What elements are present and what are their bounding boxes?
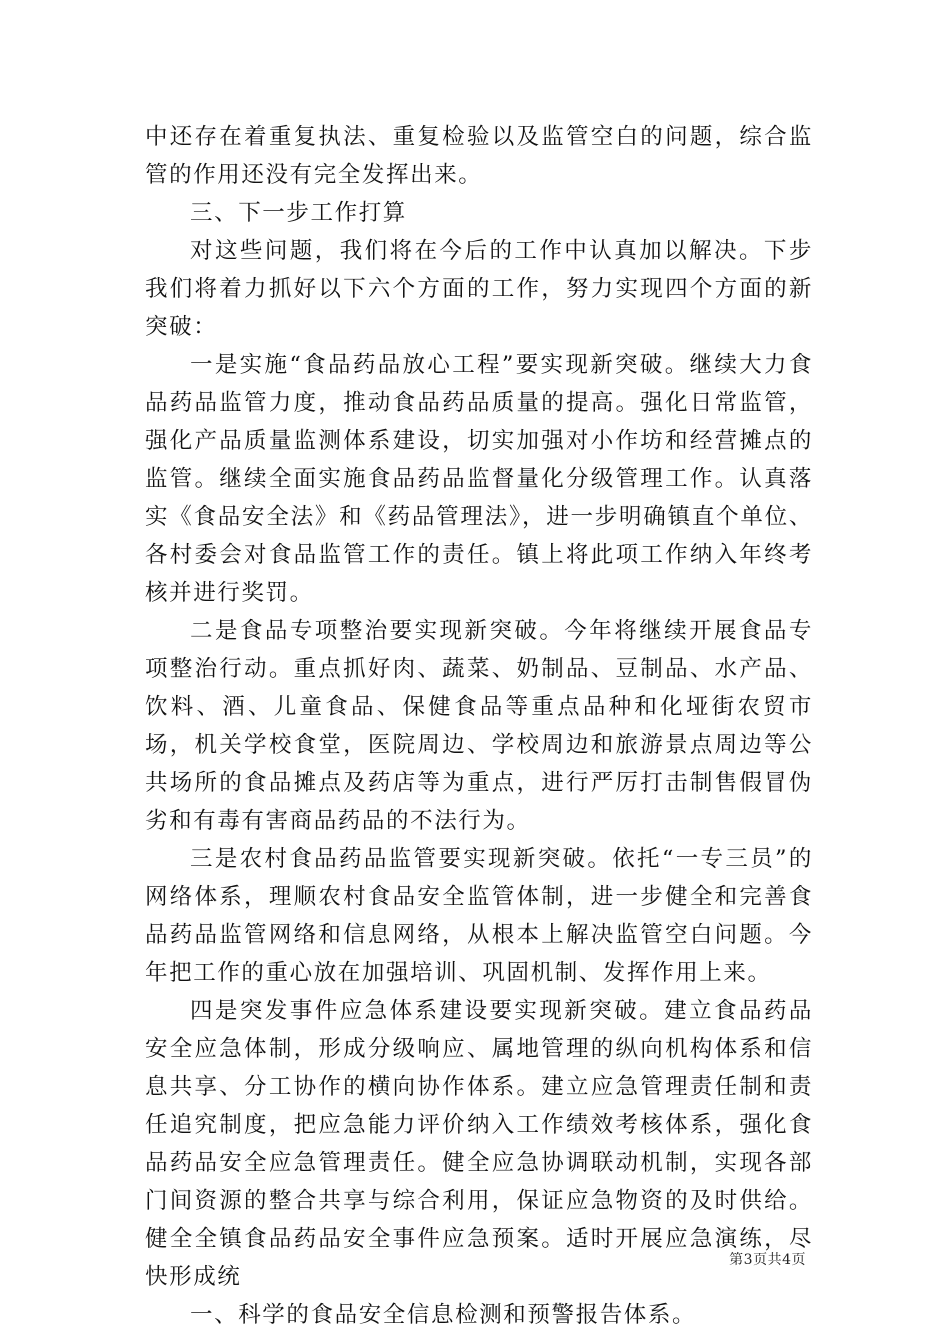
paragraph-item-1: 一是实施“食品药品放心工程”要实现新突破。继续大力食品药品监管力度，推动食品药品质量的提高。强化日常监管，强化产品质量监测体系建设，切实加强对小作坊和经营摊点的监管。继续全面实施食品药品监督量化分级管理工作。认真落实《食品安全法》和《药品管理法》，进一步明确镇直个单位、各村委会对食品监管工作的责任。镇上将此项工作纳入年终考核并进行奖罚。 — [145, 352, 813, 606]
paragraph-item-4: 四是突发事件应急体系建设要实现新突破。建立食品药品安全应急体制，形成分级响应、属地管理的纵向机构体系和信息共享、分工协作的横向协作体系。建立应急管理责任制和责任追究制度，把应急能力评价纳入工作绩效考核体系，强化食品药品安全应急管理责任。健全应急协调联动机制，实现各部门间资源的整合共享与综合利用，保证应急物资的及时供给。健全全镇食品药品安全事件应急预案。适时开展应急演练，尽快形成统 — [145, 998, 813, 1290]
page-number: 第3页共4页 — [729, 1252, 806, 1268]
section-heading: 三、下一步工作打算 — [190, 200, 407, 226]
paragraph-subheading: 一、科学的食品安全信息检测和预警报告体系。 — [190, 1302, 697, 1328]
paragraph-item-2: 二是食品专项整治要实现新突破。今年将继续开展食品专项整治行动。重点抓好肉、蔬菜、奶制品、豆制品、水产品、饮料、酒、儿童食品、保健食品等重点品种和化垭街农贸市场，机关学校食堂，医院周边、学校周边和旅游景点周边等公共场所的食品摊点及药店等为重点，进行严厉打击制售假冒伪劣和有毒有害商品药品的不法行为。 — [145, 618, 813, 834]
paragraph-item-3: 三是农村食品药品监管要实现新突破。依托“一专三员”的网络体系，理顺农村食品安全监管体制，进一步健全和完善食品药品监管网络和信息网络，从根本上解决监管空白问题。今年把工作的重心放在加强培训、巩固机制、发挥作用上来。 — [145, 846, 813, 986]
paragraph-intro: 对这些问题，我们将在今后的工作中认真加以解决。下步我们将着力抓好以下六个方面的工作，努力实现四个方面的新突破： — [145, 238, 813, 340]
document-body — [145, 118, 813, 1334]
paragraph-continuation: 中还存在着重复执法、重复检验以及监管空白的问题，综合监管的作用还没有完全发挥出来。 — [145, 124, 813, 188]
